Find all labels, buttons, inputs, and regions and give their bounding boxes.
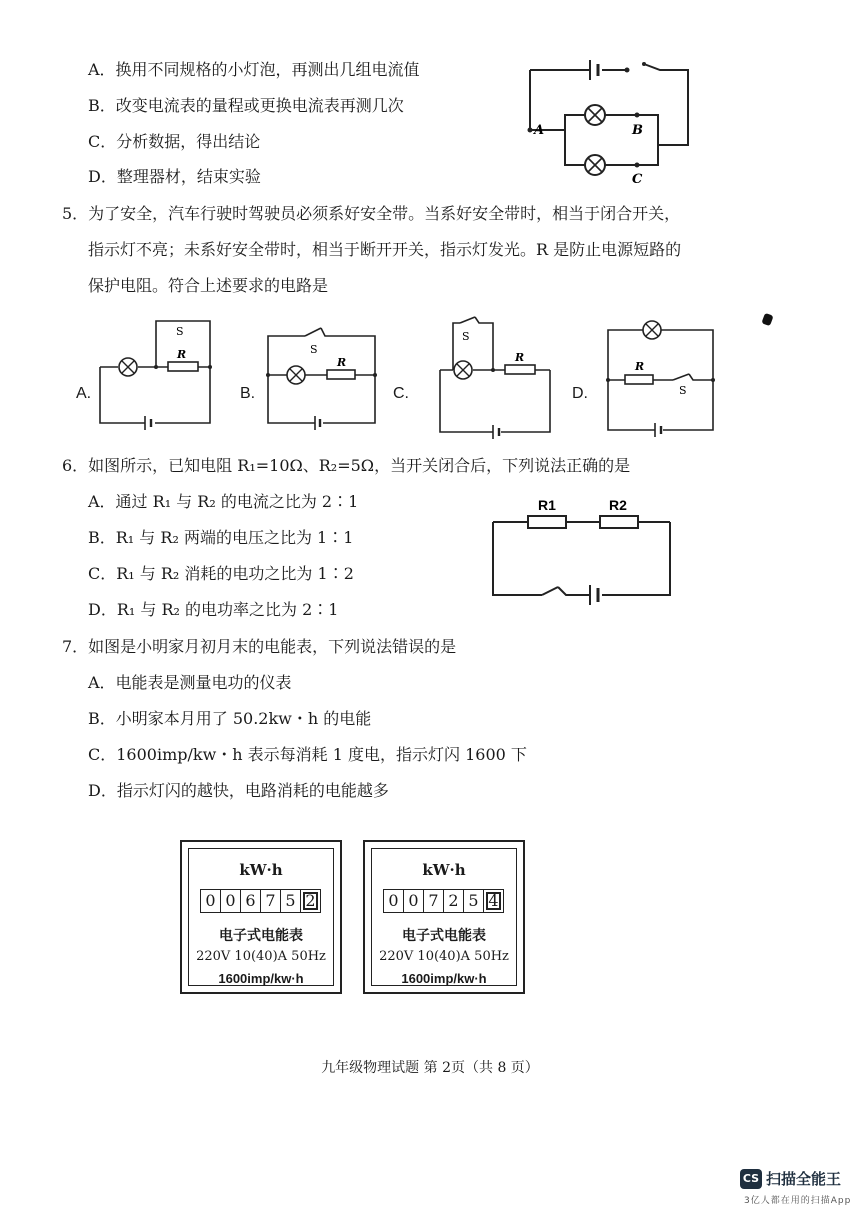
q5-circuit-b bbox=[265, 318, 380, 433]
q4-option-a: A．换用不同规格的小灯泡，再测出几组电流值 bbox=[88, 60, 420, 79]
q6-option-b: B．R₁ 与 R₂ 两端的电压之比为 1∶1 bbox=[88, 528, 354, 547]
q7-option-d: D．指示灯闪的越快，电路消耗的电能越多 bbox=[88, 781, 389, 800]
meter-digit: 0 bbox=[404, 890, 424, 912]
q6-stem: 6．如图所示，已知电阻 R₁=10Ω、R₂=5Ω，当开关闭合后，下列说法正确的是 bbox=[62, 456, 631, 475]
watermark-name: 扫描全能王 bbox=[766, 1170, 842, 1188]
q5-c-resistor-label: R bbox=[515, 351, 525, 364]
meter-digit: 0 bbox=[201, 890, 221, 912]
meter-name: 电子式电能表 bbox=[402, 928, 486, 944]
meter-decimal-digit: 2 bbox=[301, 890, 320, 912]
q7-option-a: A．电能表是测量电功的仪表 bbox=[88, 673, 292, 692]
q4-point-a: A bbox=[534, 123, 545, 138]
meter-digit: 7 bbox=[261, 890, 281, 912]
meter-digits bbox=[200, 889, 321, 913]
q6-r1-label: R1 bbox=[538, 497, 556, 513]
meter-unit: kW·h bbox=[422, 861, 466, 879]
q5-b-resistor-label: R bbox=[337, 356, 347, 369]
q5-stem-line-2: 指示灯不亮；未系好安全带时，相当于断开开关，指示灯发光。R 是防止电源短路的 bbox=[88, 240, 682, 259]
q7-stem: 7．如图是小明家月初月末的电能表，下列说法错误的是 bbox=[62, 637, 457, 656]
q4-point-b: B bbox=[632, 123, 643, 138]
q5-a-switch-label: S bbox=[176, 325, 184, 338]
meter-spec: 220V 10(40)A 50Hz bbox=[196, 949, 326, 964]
meter-imp: 1600imp/kw·h bbox=[401, 971, 487, 986]
q5-stem-line-1: 5．为了安全，汽车行驶时驾驶员必须系好安全带。当系好安全带时，相当于闭合开关， bbox=[62, 204, 681, 223]
q6-circuit-diagram bbox=[490, 495, 675, 605]
q5-b-switch-label: S bbox=[310, 343, 318, 356]
meter-unit: kW·h bbox=[239, 861, 283, 879]
meter-digit: 0 bbox=[221, 890, 241, 912]
scan-mark bbox=[761, 313, 773, 326]
q5-choice-b-label: B. bbox=[240, 385, 256, 402]
q6-option-a: A．通过 R₁ 与 R₂ 的电流之比为 2∶1 bbox=[88, 492, 359, 511]
q4-option-c: C．分析数据，得出结论 bbox=[88, 132, 261, 151]
q7-option-b: B．小明家本月用了 50.2kw・h 的电能 bbox=[88, 709, 372, 728]
page-footer: 九年级物理试题 第 2页（共 8 页） bbox=[321, 1060, 539, 1076]
q5-stem-line-3: 保护电阻。符合上述要求的电路是 bbox=[88, 276, 329, 295]
q5-d-resistor-label: R bbox=[635, 360, 645, 373]
q5-circuit-c bbox=[435, 315, 555, 440]
meter-name: 电子式电能表 bbox=[219, 928, 303, 944]
q5-circuit-d bbox=[605, 318, 720, 438]
q7-option-c: C．1600imp/kw・h 表示每消耗 1 度电，指示灯闪 1600 下 bbox=[88, 745, 527, 764]
q6-option-d: D．R₁ 与 R₂ 的电功率之比为 2∶1 bbox=[88, 600, 339, 619]
q6-r2-label: R2 bbox=[609, 497, 627, 513]
q5-choice-a-label: A. bbox=[76, 385, 92, 402]
meter-digit: 5 bbox=[281, 890, 301, 912]
energy-meter-start bbox=[180, 840, 342, 994]
watermark-tagline: 3亿人都在用的扫描App bbox=[744, 1196, 852, 1206]
meter-decimal-digit: 4 bbox=[484, 890, 503, 912]
q4-option-d: D．整理器材，结束实验 bbox=[88, 167, 261, 186]
meter-digit: 0 bbox=[384, 890, 404, 912]
meter-digits bbox=[383, 889, 504, 913]
meter-digit: 5 bbox=[464, 890, 484, 912]
q4-option-b: B．改变电流表的量程或更换电流表再测几次 bbox=[88, 96, 404, 115]
q4-circuit-diagram bbox=[520, 50, 700, 190]
q6-option-c: C．R₁ 与 R₂ 消耗的电功之比为 1∶2 bbox=[88, 564, 354, 583]
meter-digit: 7 bbox=[424, 890, 444, 912]
meter-spec: 220V 10(40)A 50Hz bbox=[379, 949, 509, 964]
meter-digit: 2 bbox=[444, 890, 464, 912]
meter-imp: 1600imp/kw·h bbox=[218, 971, 304, 986]
q5-a-resistor-label: R bbox=[177, 348, 187, 361]
meter-digit: 6 bbox=[241, 890, 261, 912]
q5-choice-d-label: D. bbox=[572, 385, 588, 402]
camscanner-logo-icon: CS bbox=[740, 1169, 762, 1189]
q5-choice-c-label: C. bbox=[393, 385, 409, 402]
q5-circuit-a bbox=[100, 315, 215, 430]
energy-meter-end bbox=[363, 840, 525, 994]
q5-c-switch-label: S bbox=[462, 330, 470, 343]
q4-point-c: C bbox=[632, 172, 643, 187]
q5-d-switch-label: S bbox=[679, 384, 687, 397]
